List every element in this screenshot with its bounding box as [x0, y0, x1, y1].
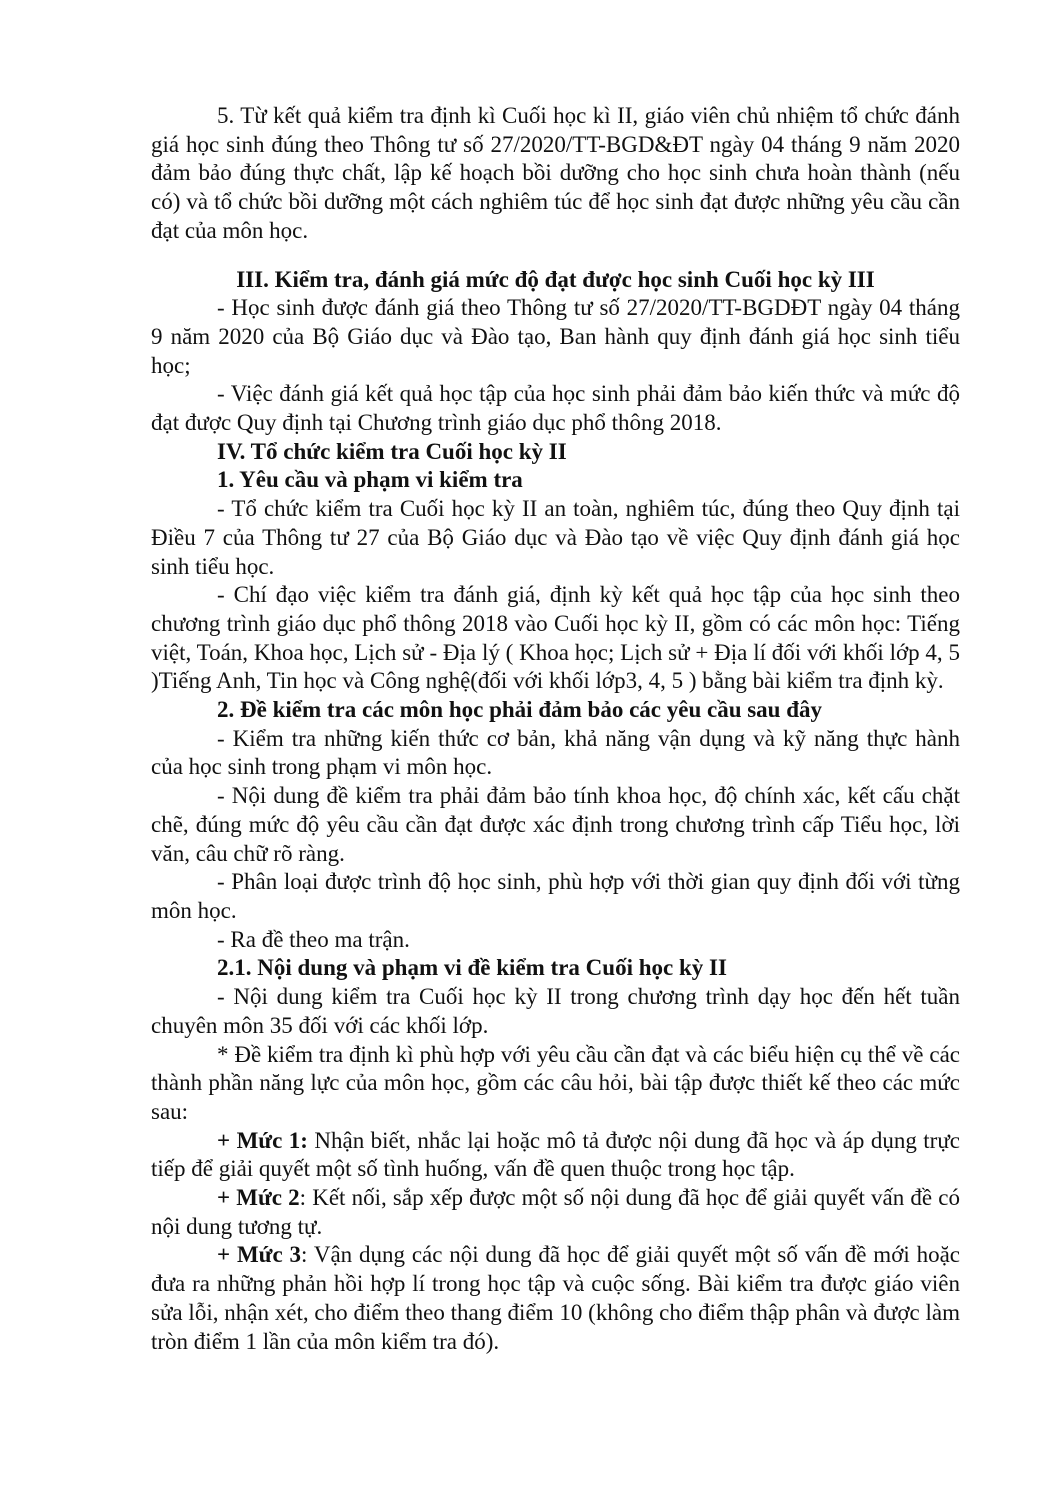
level-1-paragraph [151, 1127, 960, 1184]
section-iv-1-heading: 1. Yêu cầu và phạm vi kiểm tra [217, 467, 523, 493]
section-iv-2-heading: 2. Đề kiểm tra các môn học phải đảm bảo các yêu cầu sau đây [217, 697, 823, 723]
section-iv-2-paragraph-2: - Nội dung đề kiểm tra phải đảm bảo tính khoa học, độ chính xác, kết cấu chặt chẽ, đúng mức độ yêu cầu cần đạt được xác định trong chương trình cấp Tiểu học, lời văn, câu chữ rõ ràng. [151, 783, 960, 866]
level-1-text: Nhận biết, nhắc lại hoặc mô tả được nội dung đã học và áp dụng trực tiếp để giải quyết một số tình huống, vấn đề quen thuộc trong học tập. [151, 1127, 961, 1182]
level-1-label: + Mức 1: [217, 1127, 308, 1153]
section-iii-heading: III. Kiểm tra, đánh giá mức độ đạt được học sinh Cuối học kỳ III [236, 266, 875, 292]
level-3-label: + Mức 3 [217, 1242, 302, 1268]
section-iv-2-paragraph-1: - Kiểm tra những kiến thức cơ bản, khả năng vận dụng và kỹ năng thực hành của học sinh trong phạm vi môn học. [151, 725, 960, 780]
section-iv-2-1-paragraph-2: * Đề kiểm tra định kì phù hợp với yêu cầu cần đạt và các biểu hiện cụ thể về các thành phần năng lực của môn học, gồm các câu hỏi, bài tập được thiết kế theo các mức sau: [151, 1041, 960, 1124]
level-2-label: + Mức 2 [217, 1185, 300, 1211]
section-iv-1-paragraph-2: - Chí đạo việc kiểm tra đánh giá, định kỳ kết quả học tập của học sinh theo chương trình giáo dục phổ thông 2018 vào Cuối học kỳ II, gồm có các môn học: Tiếng việt, Toán, Khoa học, Lịch sử - Địa lý ( Khoa học; Lịch sử + Địa lí đối với khối lớp 4, 5 )Tiếng Anh, Tin học và Công nghệ(đối với khối lớp3, 4, 5 ) bằng bài kiểm tra định kỳ. [151, 582, 960, 694]
level-2-paragraph [151, 1184, 960, 1241]
section-iv-2-paragraph-3: - Phân loại được trình độ học sinh, phù hợp với thời gian quy định đối với từng môn học. [151, 869, 960, 923]
section-ii-item-5: 5. Từ kết quả kiểm tra định kì Cuối học kì II, giáo viên chủ nhiệm tổ chức đánh giá học sinh đúng theo Thông tư số 27/2020/TT-BGD&ĐT ngày 04 tháng 9 năm 2020 đảm bảo đúng thực chất, lập kế hoạch bồi dưỡng cho học sinh chưa hoàn thành (nếu có) và tổ chức bồi dưỡng một cách nghiêm túc để học sinh đạt được những yêu cầu cần đạt của môn học. [151, 103, 960, 243]
document-page [151, 102, 960, 1356]
section-iv-heading: IV. Tổ chức kiểm tra Cuối học kỳ II [217, 438, 567, 464]
level-3-text: : Vận dụng các nội dung đã học để giải quyết một số vấn đề mới hoặc đưa ra những phản hồi hợp lí trong học tập và cuộc sống. Bài kiểm tra được giáo viên sửa lỗi, nhận xét, cho điểm theo thang điểm 10 (không cho điểm thập phân và được làm tròn điểm 1 lần của môn kiểm tra đó). [151, 1242, 961, 1354]
section-iii-paragraph-1: - Học sinh được đánh giá theo Thông tư số 27/2020/TT-BGDĐT ngày 04 tháng 9 năm 2020 của Bộ Giáo dục và Đào tạo, Ban hành quy định đánh giá học sinh tiểu học; [151, 295, 960, 378]
section-iv-2-1-paragraph-1: - Nội dung kiểm tra Cuối học kỳ II trong chương trình dạy học đến hết tuần chuyên môn 35 đối với các khối lớp. [151, 984, 960, 1038]
section-iii-paragraph-2: - Việc đánh giá kết quả học tập của học sinh phải đảm bảo kiến thức và mức độ đạt được Quy định tại Chương trình giáo dục phổ thông 2018. [151, 381, 960, 436]
level-3-paragraph [151, 1241, 960, 1356]
level-2-text: : Kết nối, sắp xếp được một số nội dung đã học để giải quyết vấn đề có nội dung tương tự. [151, 1185, 960, 1239]
section-iv-2-1-heading: 2.1. Nội dung và phạm vi đề kiểm tra Cuối học kỳ II [217, 955, 727, 981]
section-iv-2-paragraph-4: - Ra đề theo ma trận. [217, 926, 410, 952]
section-iv-1-paragraph-1: - Tổ chức kiểm tra Cuối học kỳ II an toàn, nghiêm túc, đúng theo Quy định tại Điều 7 của Thông tư 27 của Bộ Giáo dục và Đào tạo về việc Quy định đánh giá học sinh tiểu học. [151, 496, 960, 579]
